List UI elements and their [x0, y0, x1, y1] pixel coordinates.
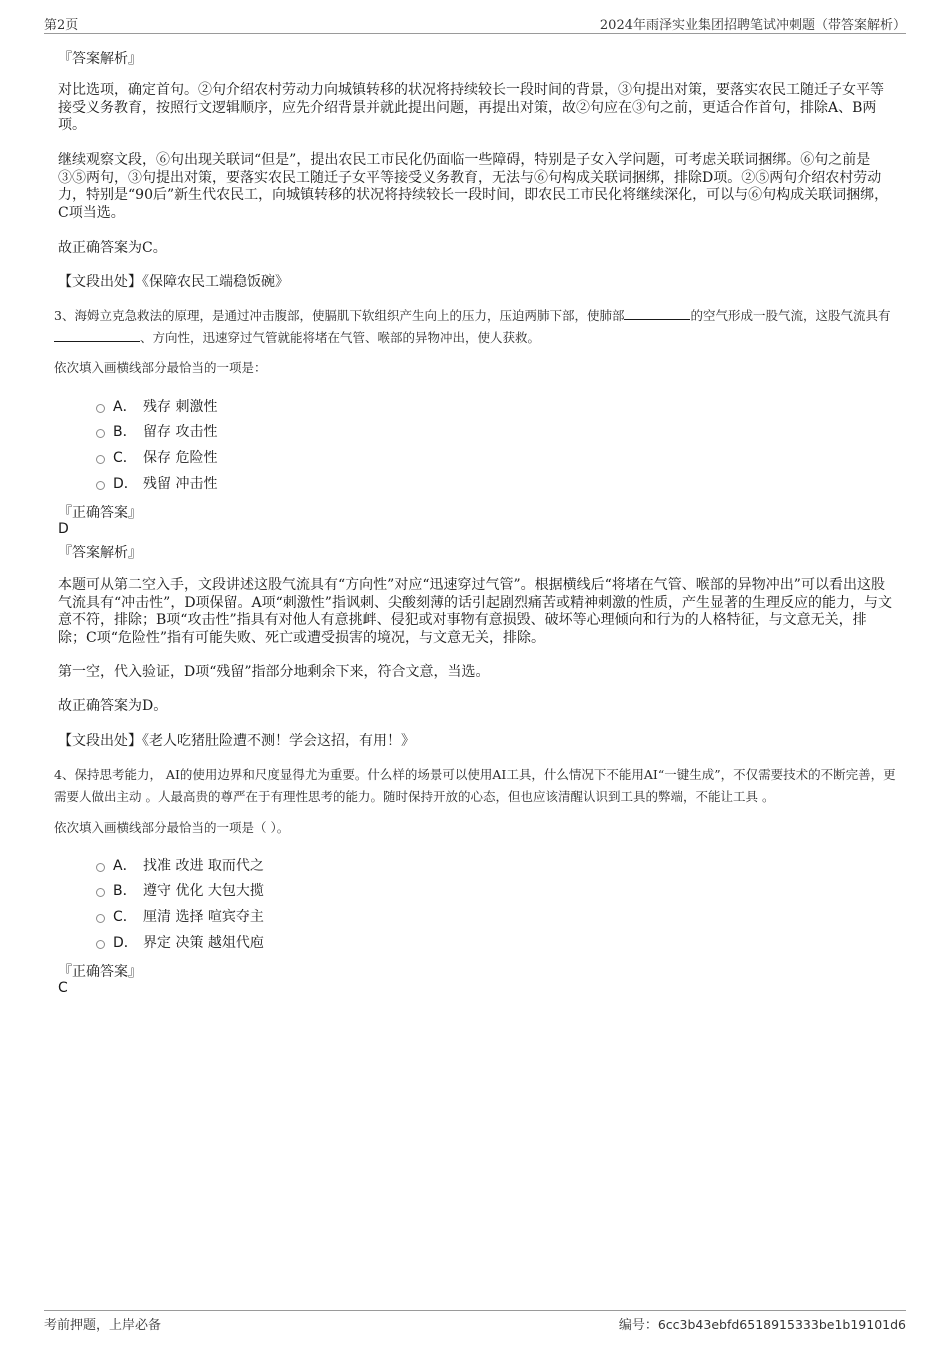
q2-analysis-paragraph-2: 继续观察文段，⑥句出现关联词“但是”，提出农民工市民化仍面临一些障碍，特别是子女入学问题，可考虑关联词捆绑。⑥句之前是③⑤两句，③句提出对策，要落实农民工随迁子女平等接受义务教育，无法与⑥句构成关联词捆绑，排除D项。②⑤两句介绍农村劳动力，特别是“90后”新生代农民工，向城镇转移的状况将持续较长一段时间，即农民工市民化将继续深化，可以与⑥句构成关联词捆绑，C项当选。	[58, 152, 889, 221]
radio-icon[interactable]	[96, 455, 105, 464]
q2-source: 【文段出处】《保障农民工端稳饭碗》	[58, 274, 289, 290]
document-code-label: 编号：	[618, 1318, 658, 1333]
q3-option-c[interactable]: C． 保存 危险性	[96, 446, 217, 468]
q3-stem: 3、海姆立克急救法的原理，是通过冲击腹部，使膈肌下软组织产生向上的压力，压迫两肺下部，使肺部 的空气形成一股气流，这股气流具有、方向性，迅速穿过气管就能将堵在气管、喉部的异物冲出，使人获救。	[54, 308, 891, 345]
radio-icon[interactable]	[96, 888, 105, 897]
q4-option-c[interactable]: C． 厘清 选择 喧宾夺主	[96, 905, 264, 927]
q3-analysis-paragraph-2: 第一空，代入验证，D项“残留”指部分地剩余下来，符合文意，当选。	[58, 664, 490, 680]
q3-analysis-label: 『答案解析』	[58, 545, 142, 561]
q2-analysis-label: 『答案解析』	[58, 51, 142, 67]
q3-blank-1	[624, 307, 690, 320]
q4-stem: 4、保持思考能力， AI的使用边界和尺度显得尤为重要。什么样的场景可以使用AI工具，什么情况下不能用AI“一键生成”，不仅需要技术的不断完善，更需要人做出主动 。人最高贵的尊严在于有理性思考的能力。随时保持开放的心态，但也应该清醒认识到工具的弊端，不能让工具 。	[54, 767, 896, 804]
radio-icon[interactable]	[96, 429, 105, 438]
q3-option-a[interactable]: A． 残存 刺激性	[96, 395, 217, 417]
q3-conclusion: 故正确答案为D。	[58, 698, 168, 714]
q3-blank-2	[54, 329, 140, 342]
q3-option-d[interactable]: D． 残留 冲击性	[96, 472, 217, 494]
q3-correct-value: D	[58, 521, 69, 537]
q3-analysis-paragraph-1: 本题可从第二空入手，文段讲述这股气流具有“方向性”对应“迅速穿过气管”。根据横线后“将堵在气管、喉部的异物冲出”可以看出这股气流具有“冲击性”，D项保留。A项“刺激性”指讽刺、尖酸刻薄的话引起剧烈痛苦或精神刺激的性质，产生显著的生理反应的能力，与文意不符，排除；B项“攻击性”指具有对他人有意挑衅、侵犯或对事物有意损毁、破坏等心理倾向和行为的人格特征，与文意无关，排除；C项“危险性”指有可能失败、死亡或遭受损害的境况，与文意无关，排除。	[58, 577, 892, 646]
q4-option-a[interactable]: A． 找准 改进 取而代之	[96, 854, 264, 876]
q4-prompt: 依次填入画横线部分最恰当的一项是（ ）。	[54, 820, 290, 835]
radio-icon[interactable]	[96, 481, 105, 490]
q2-conclusion: 故正确答案为C。	[58, 240, 167, 256]
document-code-value: 6cc3b43ebfd6518915333be1b19101d6	[657, 1317, 906, 1332]
footer-divider	[44, 1310, 906, 1311]
q2-analysis-paragraph-1: 对比选项，确定首句。②句介绍农村劳动力向城镇转移的状况将持续较长一段时间的背景，③句提出对策，要落实农民工随迁子女平等接受义务教育，按照行文逻辑顺序，应先介绍背景并就此提出问题，再提出对策，故②句应在③句之前，更适合作首句，排除A、B两项。	[58, 82, 884, 133]
q4-correct-value: C	[58, 980, 68, 996]
q4-option-b[interactable]: B． 遵守 优化 大包大揽	[96, 879, 264, 901]
q3-prompt: 依次填入画横线部分最恰当的一项是：	[54, 360, 267, 375]
radio-icon[interactable]	[96, 940, 105, 949]
q3-source: 【文段出处】《老人吃猪肚险遭不测！学会这招，有用！》	[58, 733, 415, 749]
radio-icon[interactable]	[96, 914, 105, 923]
page-number: 第2页	[44, 18, 79, 33]
q4-correct-label: 『正确答案』	[58, 964, 142, 980]
radio-icon[interactable]	[96, 404, 105, 413]
header-divider	[44, 33, 906, 34]
q3-correct-label: 『正确答案』	[58, 505, 142, 521]
radio-icon[interactable]	[96, 863, 105, 872]
q3-option-b[interactable]: B． 留存 攻击性	[96, 420, 217, 442]
document-code	[619, 1314, 906, 1333]
q4-option-d[interactable]: D． 界定 决策 越俎代庖	[96, 931, 264, 953]
document-title: 2024年雨泽实业集团招聘笔试冲刺题（带答案解析）	[599, 18, 906, 33]
footer-slogan: 考前押题，上岸必备	[44, 1318, 162, 1333]
